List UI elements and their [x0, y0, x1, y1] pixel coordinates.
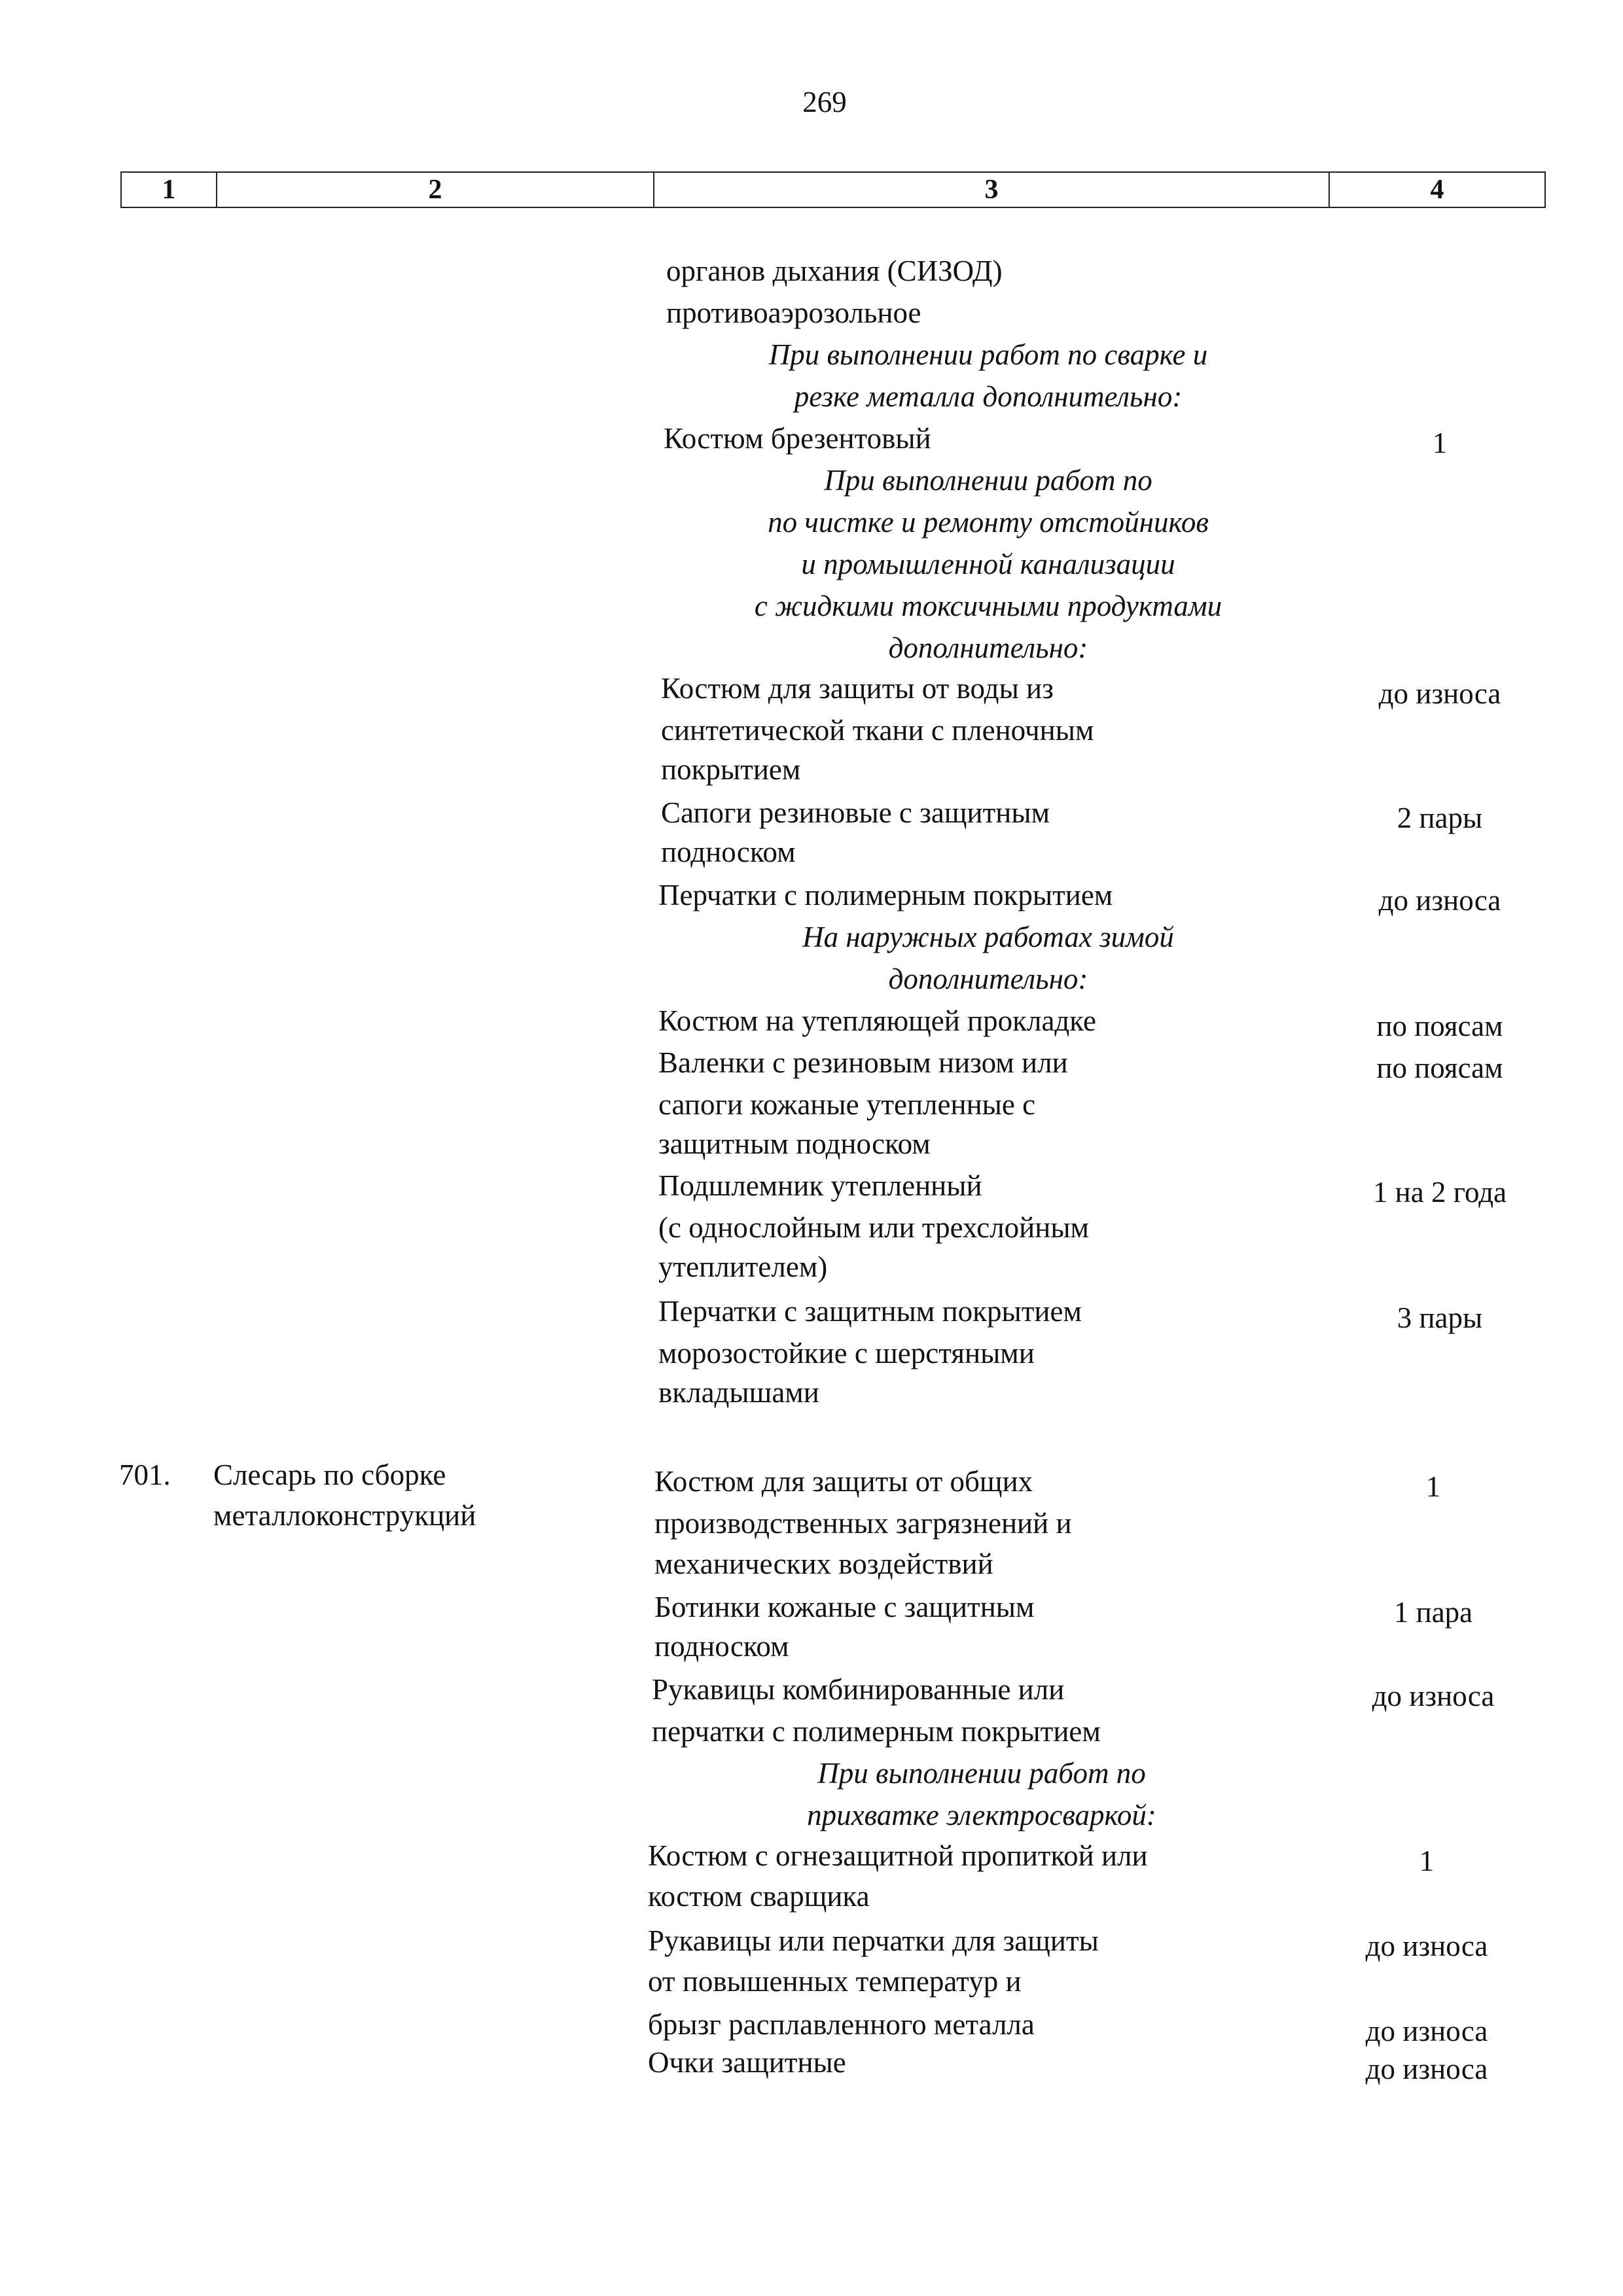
- item-quantity: 1: [1419, 1845, 1435, 1877]
- item-line: Подшлемник утепленный: [658, 1169, 982, 1202]
- item-line: Костюм для защиты от общих: [654, 1465, 1033, 1498]
- condition-note: При выполнении работ по: [817, 1757, 1146, 1790]
- item-line: от повышенных температур и: [648, 1965, 1022, 1998]
- profession-name: металлоконструкций: [213, 1499, 476, 1532]
- item-line: покрытием: [661, 753, 801, 786]
- item-quantity: до износа: [1372, 1680, 1495, 1712]
- condition-note: по чистке и ремонту отстойников: [768, 506, 1209, 539]
- item-line: производственных загрязнений и: [654, 1507, 1072, 1540]
- item-quantity: до износа: [1365, 2053, 1488, 2085]
- item-line: Перчатки с защитным покрытием: [658, 1295, 1082, 1328]
- item-line: брызг расплавленного металла: [648, 2008, 1035, 2041]
- item-line: костюм сварщика: [648, 1880, 870, 1913]
- item-quantity: до износа: [1365, 1930, 1488, 1962]
- item-line: морозостойкие с шерстяными: [658, 1337, 1035, 1369]
- item-line: механических воздействий: [654, 1547, 993, 1580]
- page-number: 269: [802, 86, 847, 118]
- column-header-row: [120, 171, 1546, 208]
- item-line: Костюм с огнезащитной пропиткой или: [648, 1839, 1148, 1872]
- condition-note: дополнительно:: [888, 631, 1088, 664]
- item-quantity: 1: [1432, 427, 1448, 459]
- item-line: органов дыхания (СИЗОД): [666, 255, 1003, 287]
- item-line: сапоги кожаные утепленные с: [658, 1088, 1036, 1121]
- condition-note: дополнительно:: [888, 963, 1088, 995]
- condition-note: прихватке электросваркой:: [807, 1799, 1156, 1831]
- item-quantity: по поясам: [1376, 1051, 1503, 1084]
- item-line: вкладышами: [658, 1376, 819, 1409]
- item-line: Костюм брезентовый: [664, 422, 931, 455]
- item-line: подноском: [661, 836, 796, 868]
- column-header-2: 2: [428, 175, 442, 205]
- item-line: утеплителем): [658, 1250, 828, 1283]
- column-header-3: 3: [984, 175, 999, 205]
- condition-note: резке металла дополнительно:: [794, 380, 1183, 413]
- item-quantity: по поясам: [1376, 1010, 1503, 1042]
- item-quantity: 1 на 2 года: [1372, 1176, 1507, 1209]
- item-quantity: до износа: [1378, 677, 1501, 710]
- item-line: противоаэрозольное: [666, 296, 921, 329]
- condition-note: При выполнении работ по сварке и: [768, 338, 1208, 371]
- condition-note: с жидкими токсичными продуктами: [754, 590, 1222, 622]
- item-line: Валенки с резиновым низом или: [658, 1046, 1068, 1079]
- item-line: перчатки с полимерным покрытием: [652, 1715, 1101, 1748]
- item-line: подноском: [654, 1630, 789, 1663]
- condition-note: и промышленной канализации: [801, 548, 1175, 580]
- item-quantity: 1 пара: [1393, 1596, 1473, 1629]
- item-quantity: 1: [1425, 1470, 1441, 1503]
- profession-name: Слесарь по сборке: [213, 1458, 446, 1491]
- column-header-4: 4: [1430, 175, 1444, 205]
- item-line: Сапоги резиновые с защитным: [661, 796, 1050, 829]
- item-line: Перчатки с полимерным покрытием: [658, 879, 1113, 911]
- item-quantity: 2 пары: [1397, 802, 1483, 834]
- condition-note: При выполнении работ по: [824, 464, 1152, 497]
- item-line: Рукавицы или перчатки для защиты: [648, 1924, 1099, 1957]
- item-line: Костюм на утепляющей прокладке: [658, 1004, 1097, 1037]
- entry-number: 701.: [119, 1458, 171, 1491]
- condition-note: На наружных работах зимой: [802, 921, 1174, 953]
- item-line: (с однослойным или трехслойным: [658, 1211, 1090, 1244]
- item-line: Костюм для защиты от воды из: [661, 672, 1054, 705]
- item-quantity: 3 пары: [1397, 1301, 1483, 1334]
- item-line: Ботинки кожаные с защитным: [654, 1591, 1035, 1623]
- item-quantity: до износа: [1378, 884, 1501, 917]
- item-line: Рукавицы комбинированные или: [652, 1673, 1065, 1706]
- item-line: синтетической ткани с пленочным: [661, 714, 1094, 747]
- item-line: Очки защитные: [648, 2046, 846, 2079]
- column-header-1: 1: [162, 175, 176, 205]
- item-quantity: до износа: [1365, 2015, 1488, 2047]
- item-line: защитным подноском: [658, 1127, 931, 1160]
